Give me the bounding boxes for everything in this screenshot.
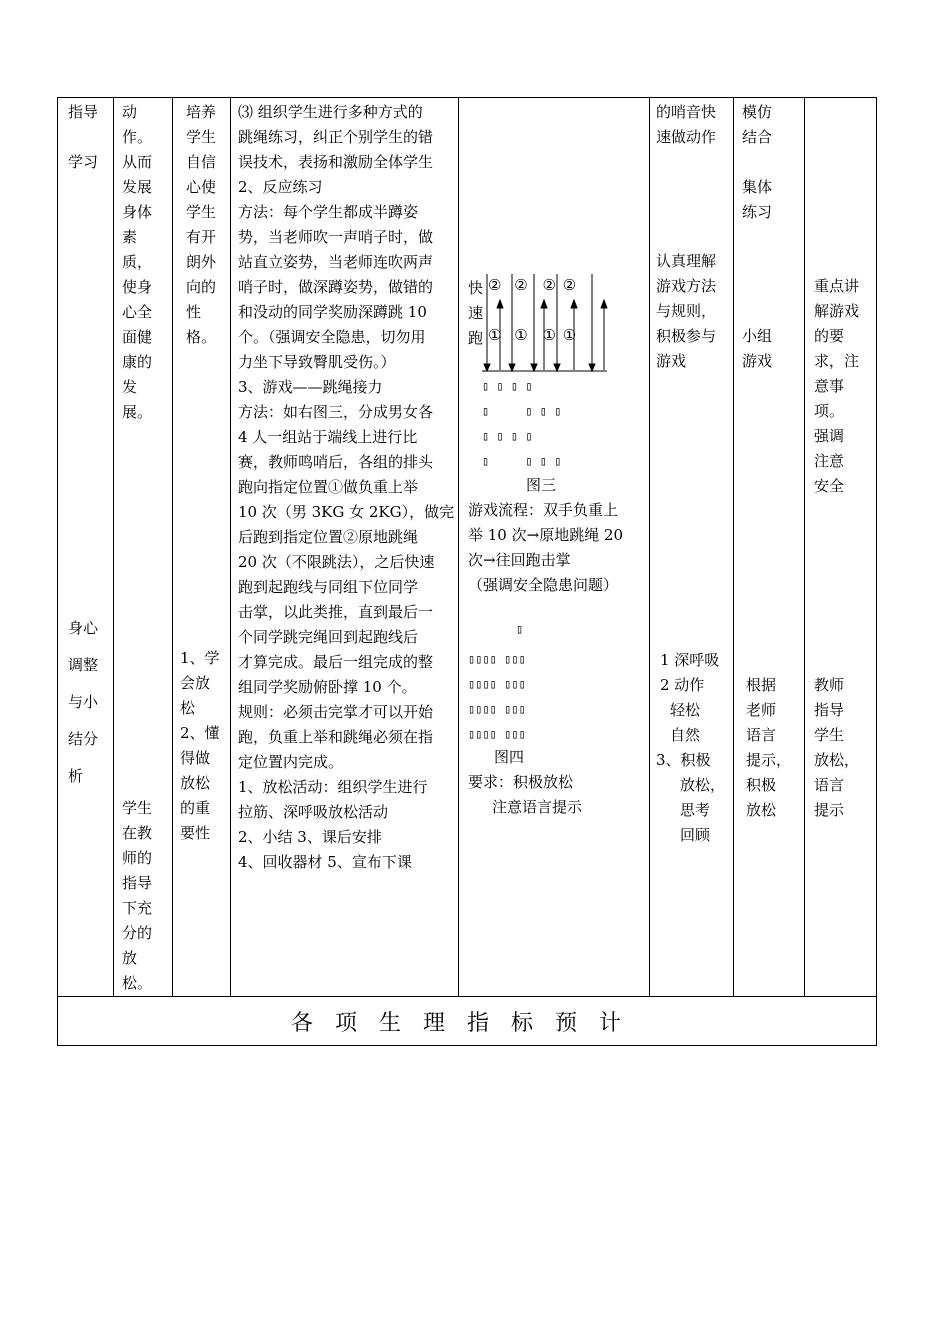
col1-top	[68, 100, 98, 175]
text-line: 积极	[746, 776, 777, 794]
text-line: 提示	[814, 801, 845, 819]
text-line: 游戏	[742, 352, 773, 370]
text-line: 放松，	[814, 751, 860, 769]
col-divider	[733, 98, 734, 996]
text-line	[742, 150, 772, 175]
text-line: 认真理解	[656, 252, 717, 270]
text-line: 下充	[122, 899, 153, 917]
text-line: 格。	[186, 328, 217, 346]
text-line: 1、学	[180, 649, 220, 667]
text-line: 心使	[186, 178, 217, 196]
text-line: 展。	[122, 403, 153, 421]
text-line: 作。	[122, 128, 153, 146]
text-line: 老师	[746, 701, 777, 719]
text-line: 指导	[814, 701, 845, 719]
text-line: 语言	[746, 726, 777, 744]
text-line: 的哨音快	[656, 103, 717, 121]
text-line: 3、游戏——跳绳接力	[238, 378, 383, 396]
text-line: 素	[122, 228, 138, 246]
req-line: 要求：积极放松	[468, 773, 574, 791]
text-line: 势，当老师吹一声哨子时，做	[238, 228, 434, 246]
text-line: 身体	[122, 203, 153, 221]
col8-bottom	[814, 673, 859, 823]
col7-mid	[742, 324, 772, 374]
text-line: 小组	[742, 327, 773, 345]
col1-line: 析	[68, 767, 84, 785]
col-divider	[804, 98, 805, 996]
text-line: 面健	[122, 328, 153, 346]
text-line: 游戏方法	[656, 277, 717, 295]
text-line: 思考	[680, 801, 711, 819]
text-line: 跑，负重上举和跳绳必须在指	[238, 728, 434, 746]
col1-line: 与小	[68, 693, 99, 711]
text-line: 在教	[122, 824, 153, 842]
col1-line: 结分	[68, 730, 99, 748]
text-line: 强调	[814, 427, 845, 445]
col-divider	[172, 98, 173, 996]
side-char: 跑	[468, 329, 484, 347]
col4-text	[238, 100, 454, 875]
col7-bottom	[746, 673, 791, 823]
text-line: 意事	[814, 377, 845, 395]
text-line: 定位置内完成。	[238, 753, 344, 771]
side-char: 速	[468, 304, 484, 322]
dots-row: ▯ ▯ ▯ ▯	[482, 429, 533, 443]
text-line: 2、反应练习	[238, 178, 323, 196]
text-line: 跳绳练习，纠正个别学生的错	[238, 128, 434, 146]
col7-top	[742, 100, 772, 225]
text-line: 游戏	[656, 352, 687, 370]
text-line: 自然	[670, 726, 701, 744]
text-line: 4、回收器材 5、宣布下课	[238, 853, 412, 871]
text-line: 培养	[186, 103, 217, 121]
fig4-caption: 图四	[494, 748, 525, 766]
team-dots	[482, 374, 561, 474]
text-line: 方法：每个学生都成半蹲姿	[238, 203, 419, 221]
text-line: 朗外	[186, 253, 217, 271]
mark: ②	[542, 276, 556, 294]
text-line: 力坐下导致臀肌受伤。）	[238, 353, 396, 371]
col1-line: 调整	[68, 656, 99, 674]
text-line: 项。	[814, 402, 845, 420]
side-char: 快	[468, 279, 484, 297]
col-divider	[649, 98, 650, 996]
col8-mid	[814, 274, 859, 499]
dots-row: ▯ ▯ ▯ ▯	[482, 404, 562, 418]
text-line: 和没动的同学奖励深蹲跳 10	[238, 303, 427, 321]
text-line: 动	[122, 103, 138, 121]
req-line: 注意语言提示	[492, 798, 583, 816]
dots-row: ▯ ▯ ▯ ▯	[482, 379, 533, 393]
text-line: 跑向指定位置①做负重上举	[238, 478, 419, 496]
text-line: 击掌，以此类推，直到最后一	[238, 603, 434, 621]
col1-line: 指导	[68, 103, 99, 121]
text-line: 会放	[180, 674, 211, 692]
text-line: 教师	[814, 676, 845, 694]
text-line: 积极参与	[656, 327, 717, 345]
mark: ②	[562, 276, 577, 294]
mark: ①	[514, 326, 528, 344]
text-line: 师的	[122, 849, 153, 867]
text-line: 方法：如右图三，分成男女各	[238, 403, 434, 421]
text-line: 解游戏	[814, 302, 860, 320]
text-line: 学生	[186, 203, 217, 221]
fig4-row: ▯▯▯▯ ▯▯▯	[468, 652, 526, 666]
text-line: 发	[122, 378, 138, 396]
mark: ②	[488, 276, 502, 294]
text-line: 与规则，	[656, 302, 717, 320]
mark: ②	[514, 276, 528, 294]
text-line: 性	[186, 303, 202, 321]
text-line: 2、懂	[180, 724, 220, 742]
text-line: 4 人一组站于端线上进行比	[238, 428, 418, 446]
text-line: 误技术，表扬和激励全体学生	[238, 153, 434, 171]
text-line: 拉筋、深呼吸放松活动	[238, 803, 389, 821]
text-line: 的重	[180, 799, 211, 817]
diagram-side-label	[468, 276, 483, 351]
fig4-rows	[468, 647, 526, 747]
col1-bottom	[68, 616, 98, 789]
fig4-row: ▯▯▯▯ ▯▯▯	[468, 677, 526, 691]
dots-row: ▯ ▯ ▯ ▯	[482, 454, 562, 468]
fig4-row: ▯▯▯▯ ▯▯▯	[468, 727, 526, 741]
text-line: 语言	[814, 776, 845, 794]
text-line: 组同学奖励俯卧撑 10 个。	[238, 678, 417, 696]
text-line: 自信	[186, 153, 217, 171]
text-line: 规则：必须击完掌才可以开始	[238, 703, 434, 721]
text-line: 放	[122, 949, 138, 967]
text-line: 2 动作	[660, 676, 705, 694]
text-line: 提示，	[746, 751, 792, 769]
col2-text	[122, 100, 152, 425]
text-line: 发展	[122, 178, 153, 196]
text-line: 模仿	[742, 103, 773, 121]
text-line: 站直立姿势，当老师连吹两声	[238, 253, 434, 271]
text-line: 10 次（男 3KG 女 2KG），做完	[238, 503, 455, 521]
physiological-indicators-heading: 各项生理指标预计	[290, 1010, 643, 1036]
text-line: 重点讲	[814, 277, 860, 295]
text-line: 回顾	[680, 826, 711, 844]
text-line: 才算完成。最后一组完成的整	[238, 653, 434, 671]
col-divider	[230, 98, 231, 996]
text-line: 个。（强调安全隐患，切勿用	[238, 328, 426, 346]
mark: ①	[562, 326, 577, 344]
row2-marks	[488, 276, 576, 294]
text-line: 从而	[122, 153, 153, 171]
flow-line: （强调安全隐患问题）	[468, 576, 619, 594]
text-line: 向的	[186, 278, 217, 296]
text-line: 学生	[814, 726, 845, 744]
flow-line: 举 10 次→原地跳绳 20	[468, 526, 624, 544]
text-line: 的要	[814, 327, 845, 345]
text-line: 分的	[122, 924, 153, 942]
col3-text-bottom	[180, 646, 220, 846]
lesson-plan-table	[57, 97, 877, 1046]
text-line: 放松	[180, 774, 211, 792]
text-line: 个同学跳完绳回到起跑线后	[238, 628, 419, 646]
text-line: 学生	[186, 128, 217, 146]
text-line: 使身	[122, 278, 153, 296]
col6-mid	[656, 249, 716, 374]
text-line: 注意	[814, 452, 845, 470]
text-line: 学生	[122, 799, 153, 817]
fig3-caption: 图三	[526, 476, 557, 494]
fig4-row: ▯▯▯▯ ▯▯▯	[468, 702, 526, 716]
text-line: 心全	[122, 303, 153, 321]
text-line: 质，	[122, 253, 153, 271]
text-line: 1 深呼吸	[660, 651, 720, 669]
fig4-top: ▯	[516, 622, 524, 636]
mark: ①	[542, 326, 556, 344]
text-line: 20 次（不限跳法），之后快速	[238, 553, 435, 571]
text-line: 得做	[180, 749, 211, 767]
flow-line: 游戏流程：双手负重上	[468, 501, 619, 519]
text-line: 要性	[180, 824, 211, 842]
text-line: 3、积极	[656, 751, 711, 769]
text-line: 放松	[746, 801, 777, 819]
text-line: 后跑到指定位置②原地跳绳	[238, 528, 419, 546]
text-line: 跑到起跑线与同组下位同学	[238, 578, 419, 596]
col3-text	[186, 100, 216, 350]
col-divider	[113, 98, 114, 996]
requirement-text	[468, 770, 582, 820]
text-line: 集体	[742, 178, 773, 196]
text-line: 轻松	[670, 701, 701, 719]
col5-diagrams	[466, 274, 648, 974]
text-line: 松。	[122, 974, 153, 992]
text-line: 松	[180, 699, 196, 717]
text-line: 练习	[742, 203, 773, 221]
text-line: 结合	[742, 128, 773, 146]
col2-text-bottom	[122, 796, 152, 996]
text-line: 有开	[186, 228, 217, 246]
flow-text	[468, 498, 623, 598]
text-line: 2、小结 3、课后安排	[238, 828, 382, 846]
text-line: 根据	[746, 676, 777, 694]
text-line: 速做动作	[656, 128, 717, 146]
col1-line: 学习	[68, 153, 99, 171]
row1-marks	[488, 326, 576, 344]
text-line: 康的	[122, 353, 153, 371]
text-line: 放松，	[680, 776, 726, 794]
text-line: ⑶ 组织学生进行多种方式的	[238, 103, 423, 121]
text-line: 1、放松活动：组织学生进行	[238, 778, 428, 796]
flow-line: 次→往回跑击掌	[468, 551, 571, 569]
col6-top	[656, 100, 716, 150]
col1-line: 身心	[68, 619, 99, 637]
text-line: 哨子时，做深蹲姿势，做错的	[238, 278, 434, 296]
mark: ①	[488, 326, 502, 344]
col6-bottom	[656, 648, 725, 848]
text-line: 安全	[814, 477, 845, 495]
text-line: 指导	[122, 874, 153, 892]
text-line: 求，注	[814, 352, 860, 370]
text-line: 赛，教师鸣哨后，各组的排头	[238, 453, 434, 471]
col-divider	[458, 98, 459, 996]
